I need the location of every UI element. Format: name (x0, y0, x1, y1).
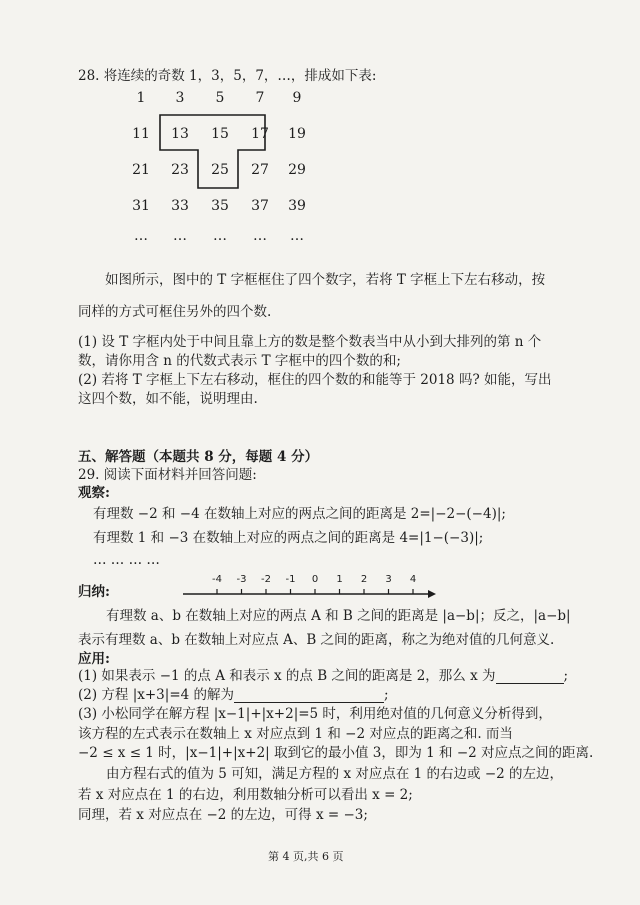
grid-cell: 23 (171, 162, 189, 178)
apply-line-3c: −2 ≤ x ≤ 1 时，|x−1|+|x+2| 取到它的最小值 3，即为 1 和 −2 对应点之间的距离. (78, 745, 594, 761)
q28-sub2-b: 这四个数，如不能，说明理由. (78, 391, 258, 407)
grid-cell: 17 (251, 126, 269, 142)
grid-cell: 5 (215, 90, 225, 106)
axis-label: 0 (311, 574, 319, 585)
grid-cell: 35 (211, 198, 229, 214)
observe-line-2: 有理数 1 和 −3 在数轴上对应的两点之间的距离是 4=|1−(−3)|; (93, 530, 484, 546)
grid-cell: 33 (171, 198, 189, 214)
axis-label: -1 (285, 574, 296, 585)
q28-sub1-b: 数，请你用含 n 的代数式表示 T 字框中的四个数的和; (78, 353, 401, 369)
grid-cell: 13 (171, 126, 189, 142)
apply-line-1: (1) 如果表示 −1 的点 A 和表示 x 的点 B 之间的距离是 2，那么 x 为 ; (78, 668, 569, 684)
induce-line-2: 表示有理数 a、b 在数轴上对应点 A、B 之间的距离，称之为绝对值的几何意义. (78, 632, 555, 648)
grid-cell: … (173, 228, 187, 244)
induce-label: 归纳: (78, 584, 110, 600)
grid-cell: 9 (292, 90, 302, 106)
grid-cell: 15 (211, 126, 229, 142)
axis-label: -4 (212, 574, 222, 585)
axis-label: 2 (360, 574, 368, 585)
apply-label: 应用: (78, 651, 110, 667)
apply-line-3f: 同理，若 x 对应点在 −2 的左边，可得 x = −3; (78, 807, 368, 823)
grid-cell: 31 (132, 198, 150, 214)
section-5-heading: 五、解答题（本题共 8 分，每题 4 分） (78, 449, 319, 465)
grid-cell: … (290, 228, 304, 244)
grid-cell: 29 (288, 162, 306, 178)
axis-label: -2 (261, 574, 271, 585)
grid-cell: … (134, 228, 148, 244)
grid-cell: … (253, 228, 267, 244)
grid-cell: … (213, 228, 227, 244)
observe-label: 观察: (78, 485, 110, 501)
page-footer: 第 4 页,共 6 页 (268, 850, 344, 863)
apply-line-3a: (3) 小松同学在解方程 |x−1|+|x+2|=5 时，利用绝对值的几何意义分析得到， (78, 706, 552, 722)
q28-desc-2: 同样的方式可框住另外的四个数. (78, 304, 272, 320)
apply-line-3b: 该方程的左式表示在数轴上 x 对应点到 1 和 −2 对应点的距离之和. 而当 (78, 726, 513, 742)
apply-line-3d: 由方程右式的值为 5 可知，满足方程的 x 对应点在 1 的右边或 −2 的左边， (106, 766, 564, 782)
grid-cell: 39 (288, 198, 306, 214)
grid-cell: 37 (251, 198, 269, 214)
axis-label: 3 (385, 574, 392, 585)
q28-sub1-a: (1) 设 T 字框内处于中间且靠上方的数是整个数表当中从小到大排列的第 n 个 (78, 334, 542, 350)
q28-title: 28. 将连续的奇数 1，3，5，7，…，排成如下表: (78, 68, 377, 84)
grid-cell: 27 (251, 162, 269, 178)
grid-cell: 7 (255, 90, 265, 106)
induce-line-1: 有理数 a、b 在数轴上对应的两点 A 和 B 之间的距离是 |a−b|；反之，|a−b| (106, 608, 571, 624)
q28-desc-1: 如图所示，图中的 T 字框框住了四个数字，若将 T 字框上下左右移动，按 (105, 272, 546, 288)
apply-line-2: (2) 方程 |x+3|=4 的解为 ; (78, 687, 389, 703)
axis-label: 4 (409, 574, 417, 585)
grid-cell: 1 (136, 90, 146, 106)
grid-cell: 11 (132, 126, 150, 142)
grid-cell: 21 (132, 162, 150, 178)
grid-cell: 3 (175, 90, 185, 106)
observe-dots: … … … … (93, 552, 160, 568)
axis-label: -3 (236, 574, 247, 585)
observe-line-1: 有理数 −2 和 −4 在数轴上对应的两点之间的距离是 2=|−2−(−4)|; (93, 506, 506, 522)
grid-cell: 25 (211, 162, 229, 178)
q28-sub2-a: (2) 若将 T 字框上下左右移动，框住的四个数的和能等于 2018 吗? 如能，写出 (78, 372, 552, 388)
apply-line-3e: 若 x 对应点在 1 的右边，利用数轴分析可以看出 x = 2; (78, 787, 413, 803)
axis-label: 1 (336, 574, 343, 585)
q29-title: 29. 阅读下面材料并回答问题: (78, 467, 257, 483)
grid-cell: 19 (288, 126, 306, 142)
